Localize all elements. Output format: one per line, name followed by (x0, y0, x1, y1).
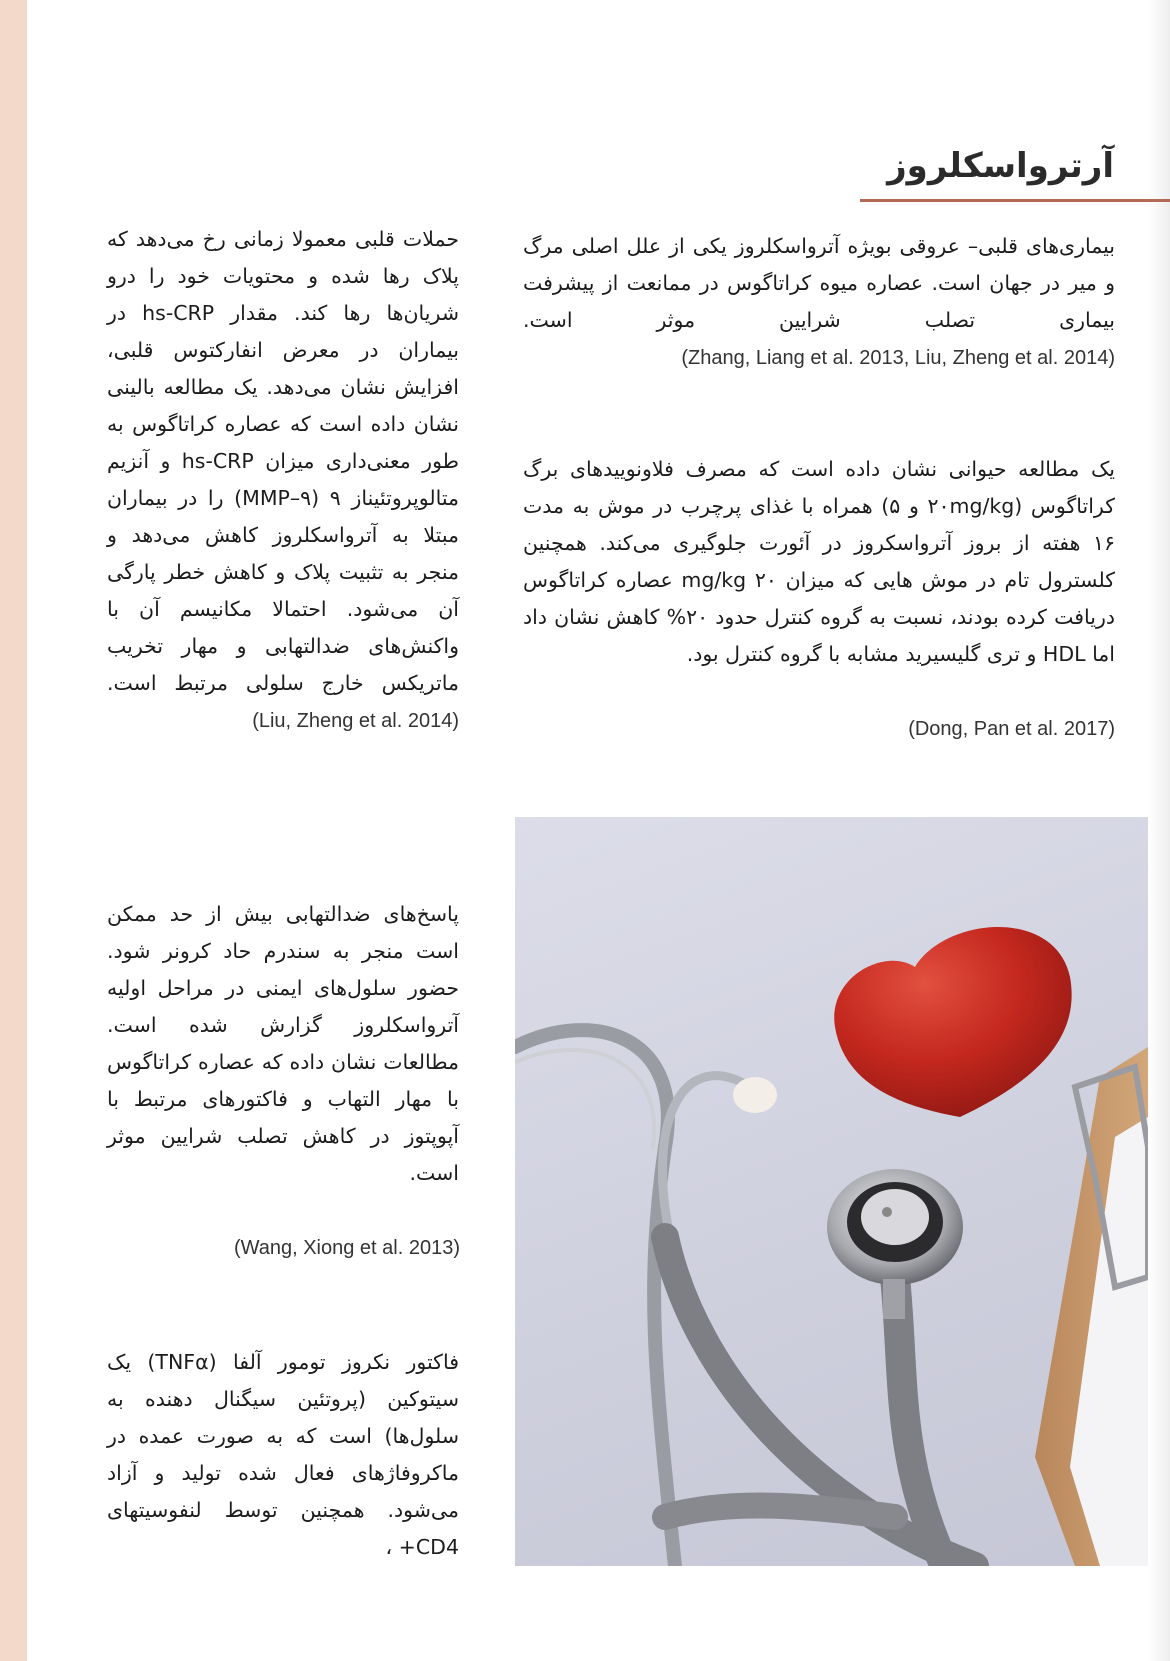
left-paragraph-2-text: پاسخ‌های ضدالتهابی بیش از حد ممکن است منجر به سندرم حاد کرونر شود. حضور سلول‌های ایمنی در مراحل اولیه آترواسکلروز گزارش شده است. مطالعات نشان داده که عصاره کراتاگوس با مهار التهاب و فاکتورهای مرتبط با آپوپتوز در کاهش تصلب شرایین موثر است. (107, 902, 459, 1185)
chestpiece (827, 1169, 963, 1319)
right-paragraph-2-text: یک مطالعه حیوانی نشان داده است که مصرف فلاونوییدهای برگ کراتاگوس (۲۰mg/kg و ۵) همراه با غذای پرچرب در موش به مدت ۱۶ هفته از بروز آترواسکروز در آئورت جلوگیری می‌کند. همچنین کلسترول تام در موش هایی که میزان ۲۰ mg/kg عصاره کراتاگوس دریافت کرده بودند، نسبت به گروه کنترل حدود ۲۰% کاهش نشان داد اما HDL و تری گلیسیرید مشابه با گروه کنترل بود. (523, 457, 1116, 666)
citation: (Liu, Zheng et al. 2014) (252, 710, 459, 732)
page-edge-right (1148, 0, 1170, 1661)
section-heading: آرترواسکلروز (887, 146, 1114, 186)
stethoscope-heart-photo (515, 817, 1148, 1566)
right-paragraph-1 (523, 228, 1115, 377)
left-paragraph-2 (107, 896, 459, 1192)
left-paragraph-3-text: فاکتور نکروز تومور آلفا (TNFα) یک سیتوکین (پروتئین سیگنال دهنده به سلول‌ها) است که به صورت عمده در ماکروفاژهای فعال شده تولید و آزاد می‌شود. همچنین توسط لنفوسیتهای CD4+ ، (107, 1350, 459, 1559)
clipboard (1035, 1047, 1148, 1566)
right-paragraph-1-text: بیماری‌های قلبی– عروقی بویژه آترواسکلروز یکی از علل اصلی مرگ و میر در جهان است. عصاره میوه کراتاگوس در ممانعت از پیشرفت بیماری تصلب شرایین موثر است. (523, 234, 1115, 332)
citation: (Wang, Xiong et al. 2013) (233, 1237, 460, 1259)
page-edge-left (0, 0, 27, 1661)
ear-tip (733, 1077, 777, 1113)
right-paragraph-2 (523, 451, 1115, 673)
left-paragraph-3 (107, 1344, 459, 1566)
left-paragraph-1-text: حملات قلبی معمولا زمانی رخ می‌دهد که پلاک رها شده و محتویات خود را درو شریان‌ها رها کند. مقدار hs-CRP در بیماران در معرض انفارکتوس قلبی، افزایش نشان می‌دهد. یک مطالعه بالینی نشان داده است که عصاره کراتاگوس به طور معنی‌داری میزان hs-CRP و آنزیم متالوپروتئیناز ۹ (MMP–۹) را در بیماران مبتلا به آترواسکلروز کاهش می‌دهد و منجر به تثبیت پلاک و کاهش خطر پارگی آن می‌شود. احتمالا مکانیسم آن با واکنش‌های ضدالتهابی و مهار تخریب ماتریکس خارج سلولی مرتبط است. (107, 227, 460, 695)
citation: (Zhang, Liang et al. 2013, Liu, Zheng et al. 2014) (681, 347, 1115, 369)
citation: (Dong, Pan et al. 2017) (908, 718, 1115, 740)
heading-underline (860, 199, 1170, 202)
photo-illustration (515, 817, 1148, 1566)
left-paragraph-1 (107, 221, 459, 740)
heart-ball (834, 927, 1071, 1117)
